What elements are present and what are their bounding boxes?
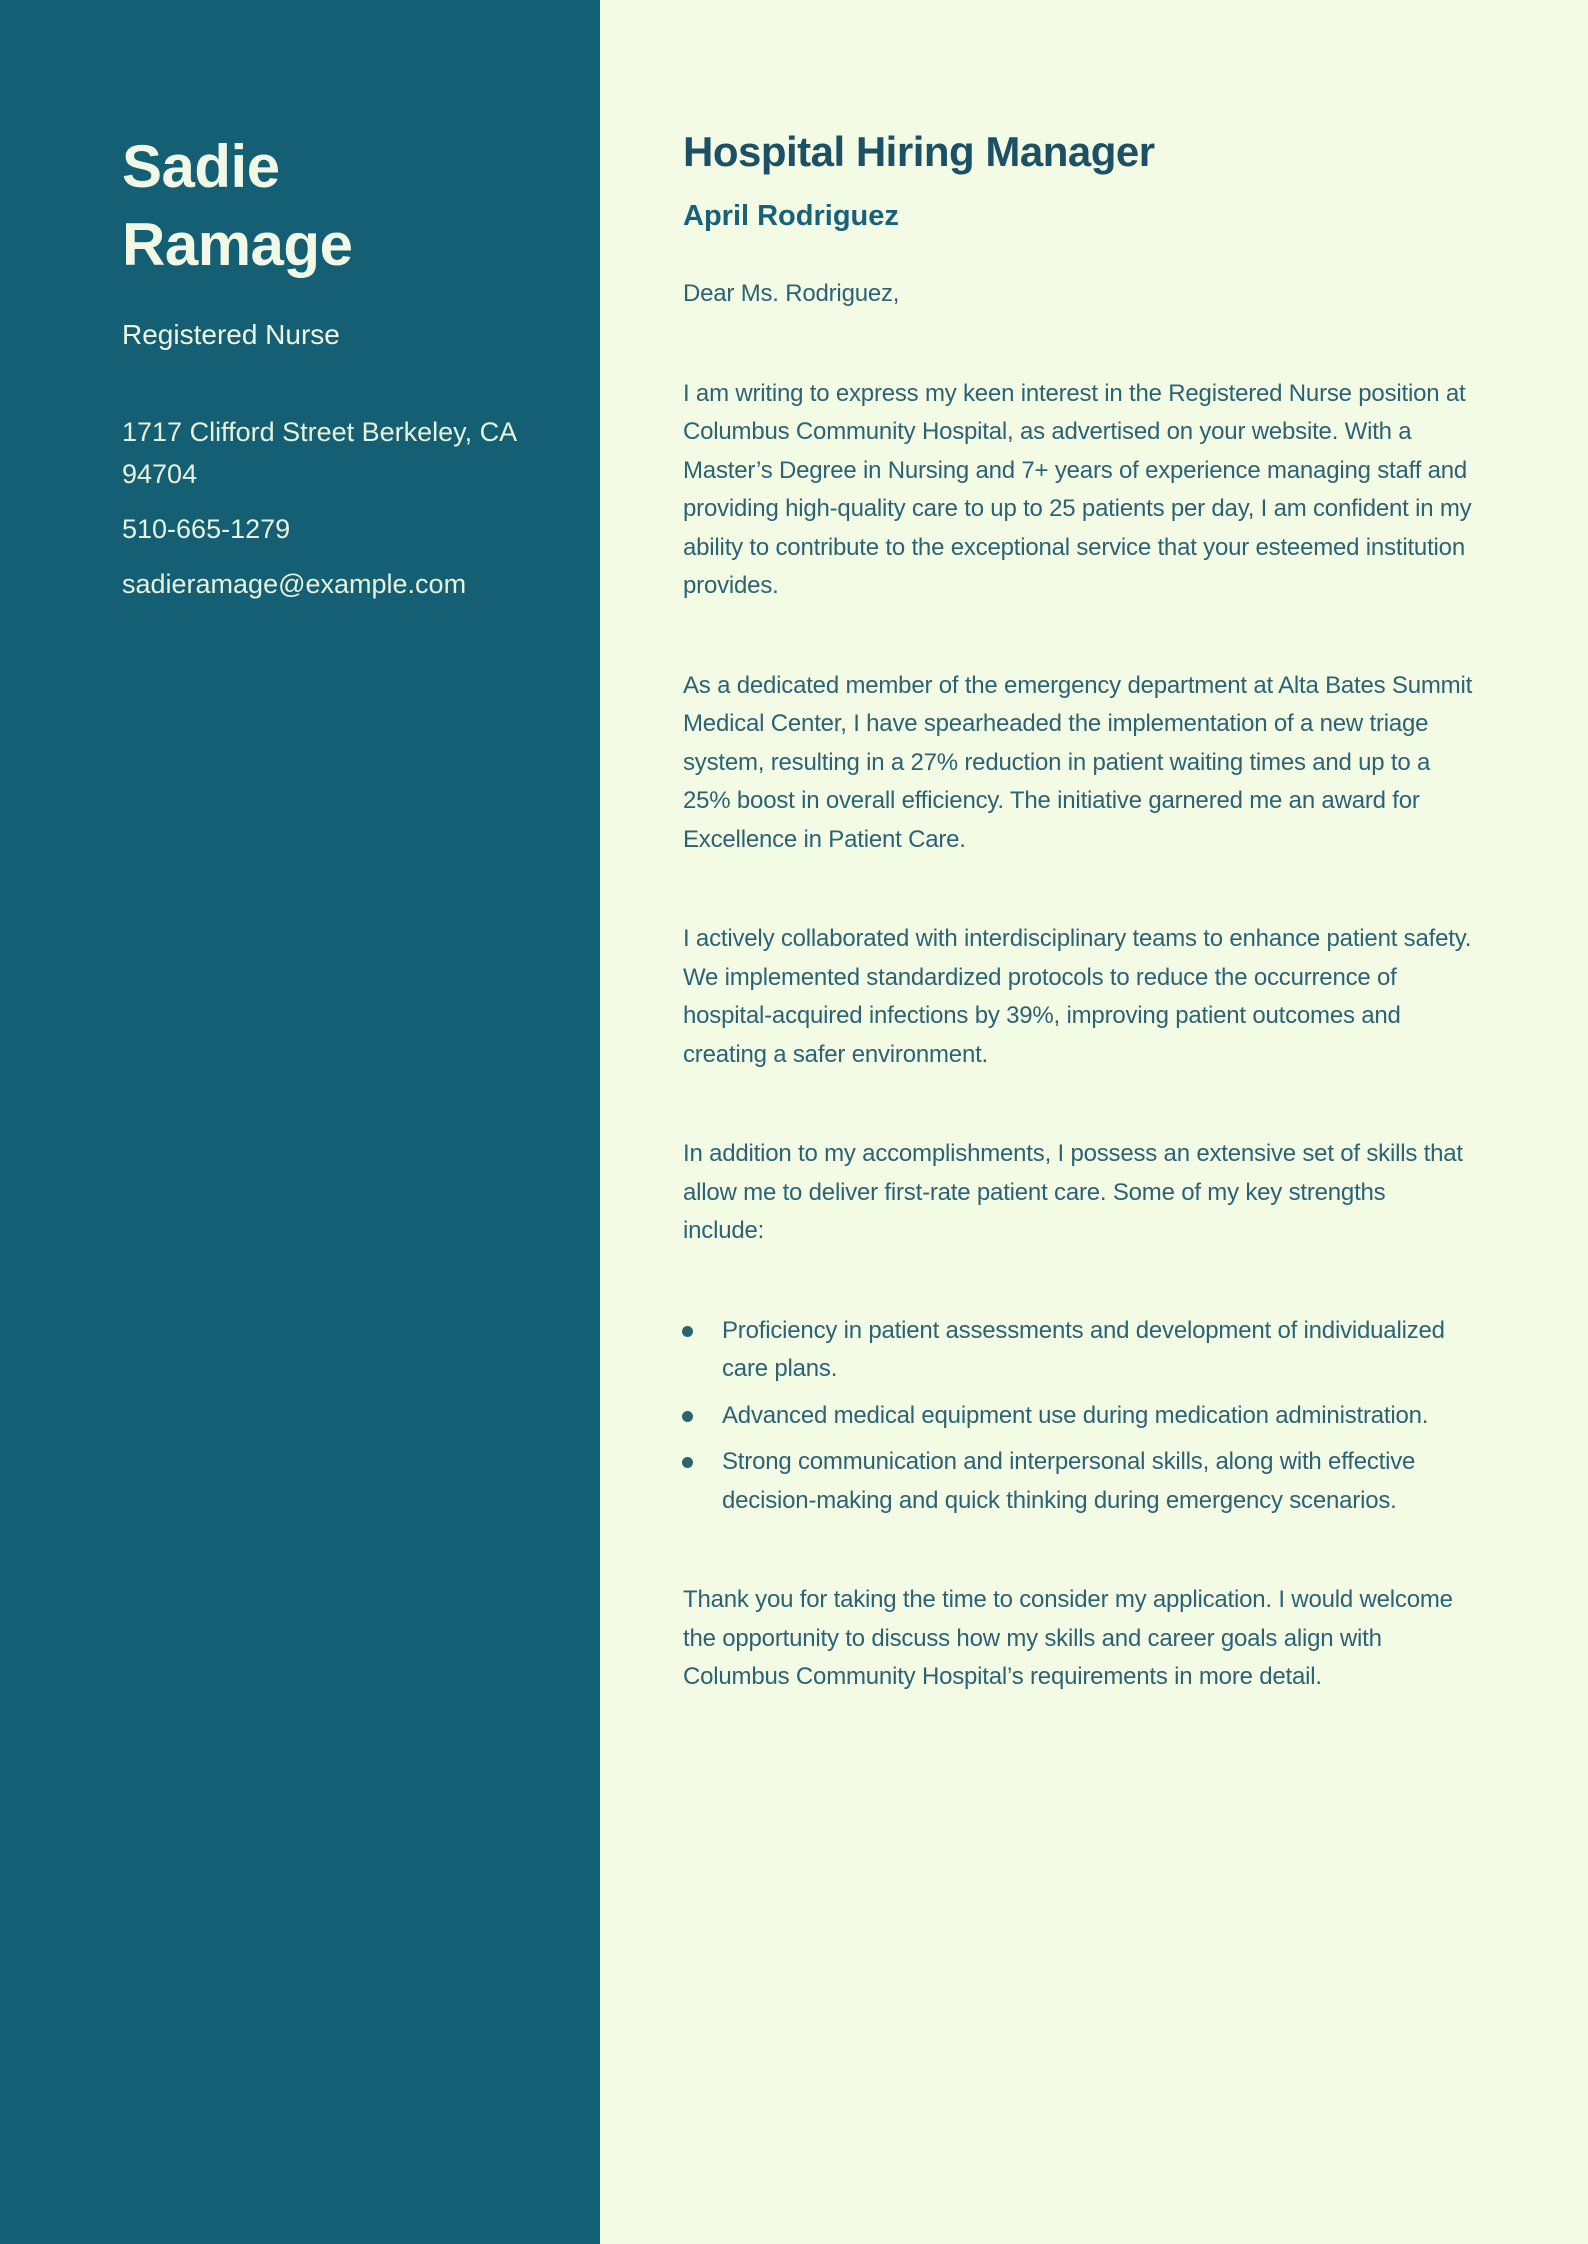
sidebar — [0, 0, 600, 2244]
recipient-name: April Rodriguez — [683, 200, 899, 232]
letter-content — [683, 126, 1473, 1697]
recipient-title: Hospital Hiring Manager — [683, 128, 1155, 175]
paragraph-closing: Thank you for taking the time to consider my application. I would welcome the opportunity to discuss how my skills and career goals align with Columbus Community Hospital’s requirements in more detail. — [683, 1586, 1453, 1690]
letter-body — [600, 0, 1588, 2244]
skill-item: Proficiency in patient assessments and development of individualized care plans. — [683, 1312, 1473, 1389]
skills-list — [683, 1312, 1473, 1521]
applicant-email: sadieramage@example.com — [122, 569, 467, 599]
applicant-address: 1717 Clifford Street Berkeley, CA 94704 — [122, 417, 516, 489]
paragraph-experience: As a dedicated member of the emergency department at Alta Bates Summit Medical Center, I have spearheaded the implementation of a new triage system, resulting in a 27% reduction in patient waiting times and up to a 25% boost in overall efficiency. The initiative garnered me an award for Excellence in Patient Care. — [683, 671, 1473, 853]
applicant-name: Sadie Ramage — [122, 133, 353, 278]
applicant-phone: 510-665-1279 — [122, 514, 291, 544]
skill-item: Strong communication and interpersonal skills, along with effective decision-making and quick thinking during emergency scenarios. — [683, 1443, 1473, 1520]
paragraph-intro: I am writing to express my keen interest in the Registered Nurse position at Columbus Community Hospital, as advertised on your website. With a Master’s Degree in Nursing and 7+ years of experience managing staff and providing high-quality care to up to 25 patients per day, I am confident in my ability to contribute to the exceptional service that your esteemed institution provides. — [683, 379, 1472, 599]
salutation: Dear Ms. Rodriguez, — [683, 280, 900, 307]
paragraph-skills-intro: In addition to my accomplishments, I possess an extensive set of skills that allow me to deliver first-rate patient care. Some of my key strengths include: — [683, 1140, 1463, 1244]
applicant-job-title: Registered Nurse — [122, 319, 340, 350]
contact-info — [122, 411, 570, 605]
skill-item: Advanced medical equipment use during medication administration. — [683, 1397, 1473, 1436]
paragraph-collaboration: I actively collaborated with interdisciplinary teams to enhance patient safety. We implemented standardized protocols to reduce the occurrence of hospital-acquired infections by 39%, improving patient outcomes and creating a safer environment. — [683, 925, 1472, 1068]
